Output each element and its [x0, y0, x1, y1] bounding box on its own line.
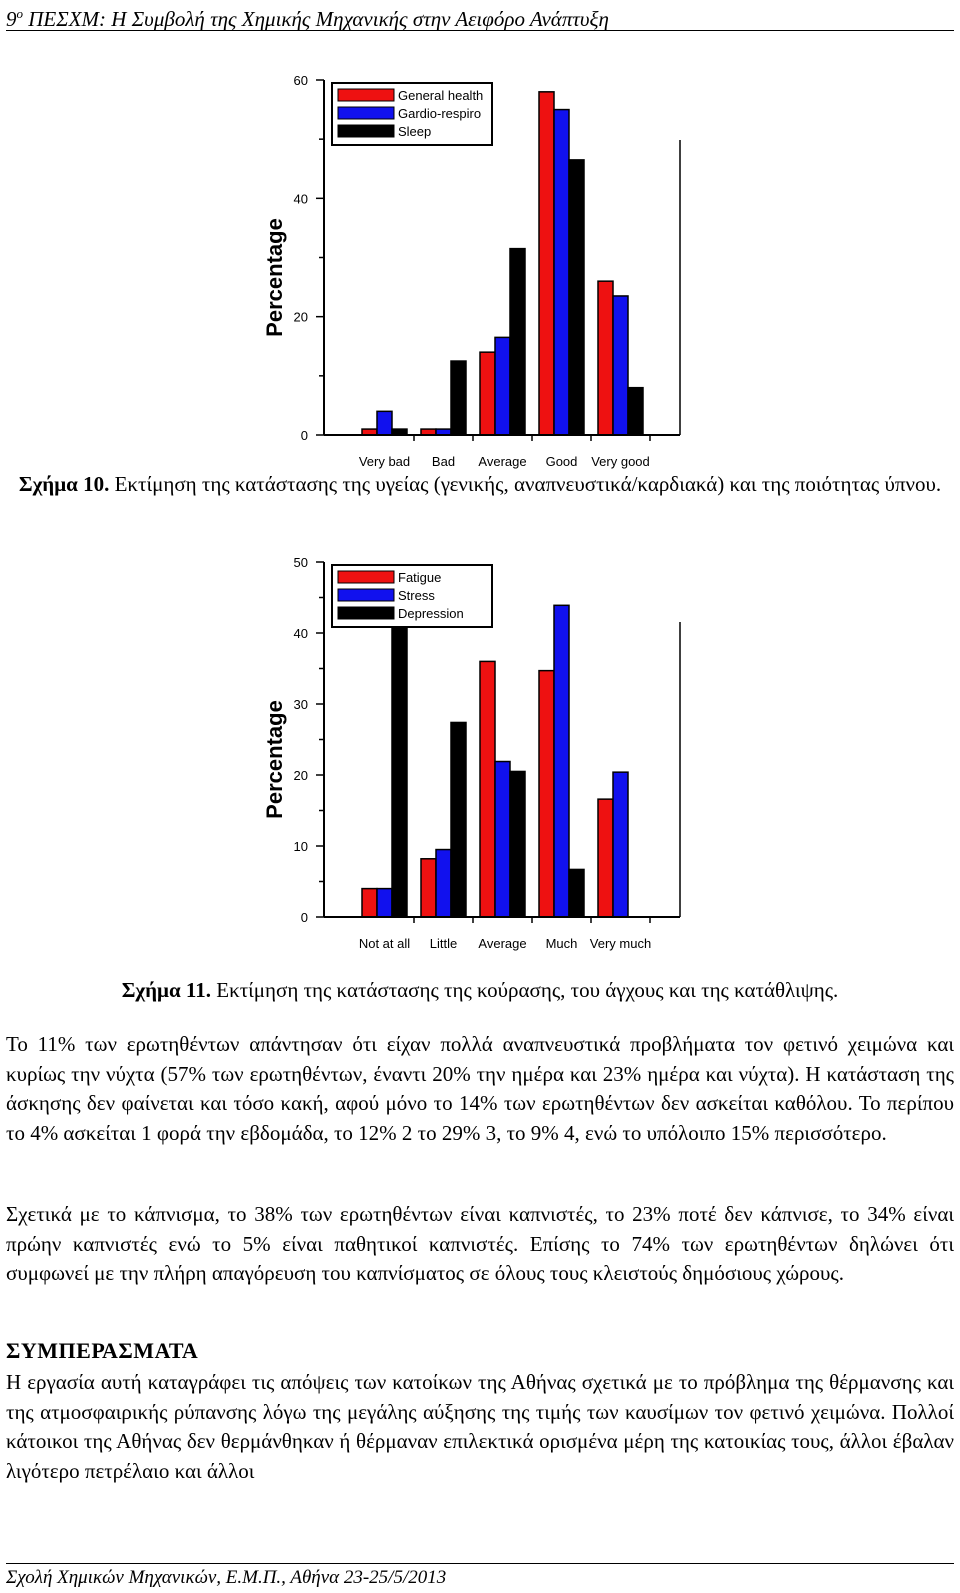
y-tick-label: 50: [293, 555, 308, 570]
bar: [628, 388, 643, 435]
bar: [613, 296, 628, 435]
x-category-label: Little: [429, 936, 458, 951]
bar: [392, 598, 407, 918]
bar: [451, 722, 466, 917]
figure-10-text: Εκτίμηση της κατάστασης της υγείας (γενικής, αναπνευστικά/καρδιακά) και της ποιότητας ύπνου.: [109, 472, 942, 496]
figure-11: [0, 545, 960, 965]
x-category-label: Very bad: [358, 454, 411, 469]
legend: [332, 565, 492, 627]
x-category-label: Not at all: [358, 936, 411, 951]
x-category-label: Very good: [591, 454, 650, 469]
bar: [362, 889, 377, 917]
paragraph-conclusions: Η εργασία αυτή καταγράφει τις απόψεις των κατοίκων της Αθήνας σχετικά με το πρόβλημα της θέρμανσης και της ατμοσφαιρικής ρύπανσης λόγω της μεγάλης αύξησης της τιμής των καυσίμων τον φετινό χειμώνα. Πολλοί κάτοικοι της Αθήνας δεν θερμάνθηκαν ή θέρμαναν επιλεκτικά ορισμένα μέρη της κατοικίας τους, άλλοι έβαλαν λιγότερο πετρέλαιο και άλλοι: [6, 1370, 954, 1483]
health-sleep-chart: [0, 60, 960, 480]
legend-label: Depression: [398, 606, 464, 621]
legend-swatch: [338, 571, 394, 583]
bar: [510, 249, 525, 435]
y-tick-label: 0: [300, 428, 308, 443]
y-tick-label: 40: [293, 191, 308, 207]
y-tick-label: 30: [293, 697, 308, 712]
figure-11-caption: [6, 976, 954, 1005]
bar: [539, 671, 554, 917]
paragraph-smoking: Σχετικά με το κάπνισμα, το 38% των ερωτηθέντων είναι καπνιστές, το 23% ποτέ δεν κάπνισε, το 34% είναι πρώην καπνιστές ενώ το 5% είναι παθητικοί καπνιστές. Επίσης το 74% των ερωτηθέντων δηλώνει ότι συμφωνεί με την πλήρη απαγόρευση του καπνίσματος σε όλους τους κλειστούς δημόσιους χώρους.: [6, 1202, 954, 1285]
paragraph-health: Το 11% των ερωτηθέντων απάντησαν ότι είχαν πολλά αναπνευστικά προβλήματα τον φετινό χειμώνα και κυρίως την νύχτα (57% των ερωτηθέντων, έναντι 20% την ημέρα και 23% ημέρα και νύχτα). Η κατάσταση της άσκησης δεν φαίνεται και τόσο κακή, αφού μόνο το 14% των ερωτηθέντων δεν ασκείται καθόλου. Το περίπου το 4% ασκείται 1 φορά την εβδομάδα, το 12% 2 το 29% 3, το 9% 4, ενώ το υπόλοιπο 15% περισσότερο.: [6, 1032, 954, 1145]
y-tick-label: 20: [293, 309, 308, 325]
figure-11-text: Εκτίμηση της κατάστασης της κούρασης, του άγχους και της κατάθλιψης.: [211, 978, 839, 1002]
legend-label: Sleep: [398, 124, 432, 139]
y-axis-label: Percentage: [262, 700, 287, 819]
x-category-label: Average: [478, 454, 527, 469]
figure-10-label: Σχήμα 10.: [18, 472, 110, 496]
bar: [377, 411, 392, 435]
x-category-label: Average: [478, 936, 527, 951]
bar: [436, 850, 451, 917]
legend: [332, 83, 492, 145]
bar: [569, 869, 584, 917]
bar: [480, 352, 495, 435]
bar: [510, 771, 525, 917]
y-tick-label: 0: [300, 910, 308, 925]
y-tick-label: 40: [293, 626, 308, 641]
figure-11-label: Σχήμα 11.: [121, 978, 212, 1002]
y-axis-label: Percentage: [262, 218, 287, 337]
y-tick-label: 60: [293, 73, 308, 88]
fatigue-stress-chart: [0, 545, 960, 965]
header-number: 9: [6, 7, 17, 31]
running-footer: Σχολή Χημικών Μηχανικών, Ε.Μ.Π., Αθήνα 23-25/5/2013: [6, 1563, 954, 1592]
legend-label: Gardio-respiro: [398, 106, 482, 121]
header-superscript: ο: [16, 6, 23, 21]
bar: [539, 92, 554, 435]
bar: [569, 160, 584, 435]
legend-swatch: [338, 89, 394, 101]
bar: [554, 110, 569, 435]
legend-swatch: [338, 607, 394, 619]
y-tick-label: 10: [293, 839, 308, 854]
x-category-label: Bad: [431, 454, 456, 469]
bar: [451, 361, 466, 435]
x-category-label: Good: [545, 454, 578, 469]
legend-label: Stress: [398, 588, 435, 603]
x-category-label: Much: [545, 936, 578, 951]
section-heading: ΣΥΜΠΕΡΑΣΜΑΤΑ: [6, 1338, 199, 1363]
header-title: ΠΕΣΧΜ: Η Συμβολή της Χημικής Μηχανικής στην Αειφόρο Ανάπτυξη: [23, 7, 609, 31]
bar: [421, 859, 436, 917]
bar: [598, 799, 613, 917]
bar: [598, 281, 613, 435]
bar: [377, 889, 392, 917]
running-header: [6, 0, 954, 31]
bar: [554, 605, 569, 917]
legend-swatch: [338, 107, 394, 119]
y-tick-label: 20: [293, 768, 308, 783]
legend-swatch: [338, 125, 394, 137]
legend-label: General health: [398, 88, 484, 103]
bar: [613, 772, 628, 917]
bar: [495, 762, 510, 917]
bar: [495, 337, 510, 435]
legend-swatch: [338, 589, 394, 601]
bar: [480, 661, 495, 917]
figure-10: [0, 60, 960, 480]
figure-10-caption: [6, 470, 954, 499]
x-category-label: Very much: [589, 936, 652, 951]
legend-label: Fatigue: [398, 570, 442, 585]
